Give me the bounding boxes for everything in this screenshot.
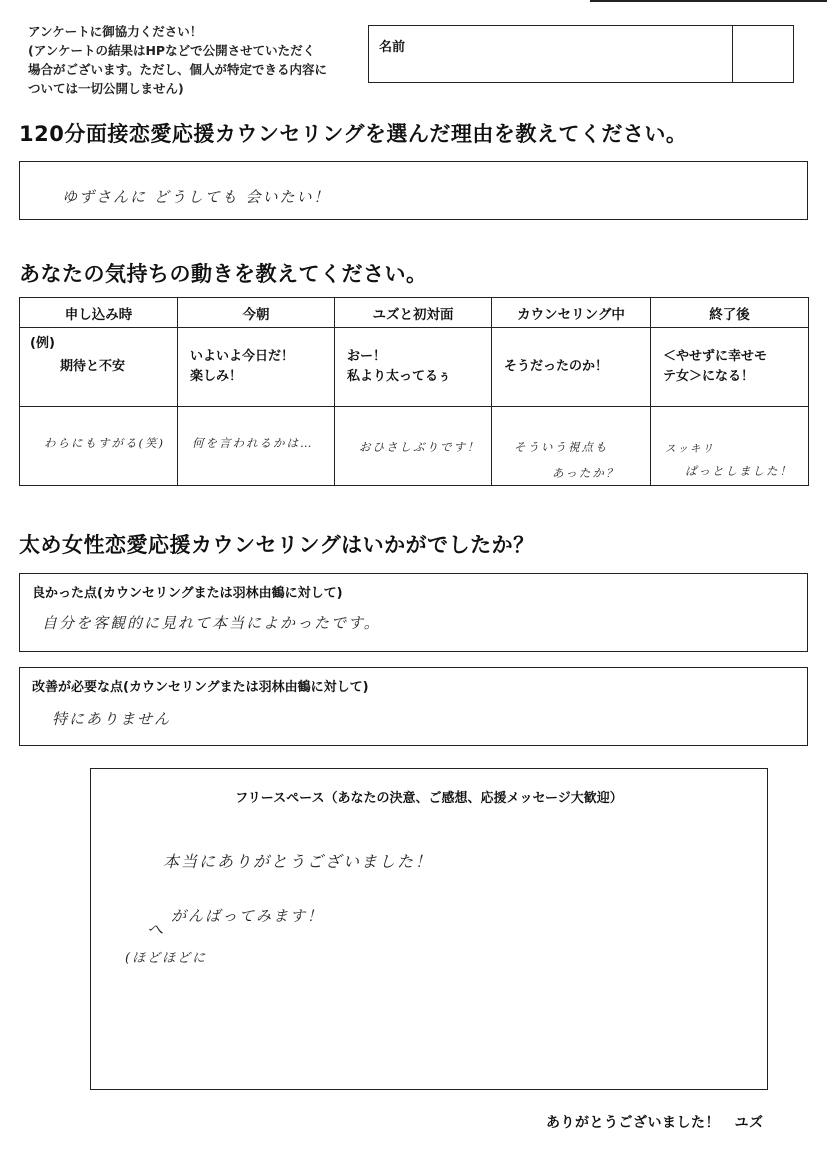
example-text: おー！ <box>347 349 387 364</box>
good-points-answer: 自分を客観的に見れて本当によかったです。 <box>42 614 381 632</box>
improvement-answer: 特にありません <box>52 710 172 728</box>
example-cell <box>20 328 178 407</box>
example-cell <box>335 328 492 407</box>
free-space-note: (ほどほどに <box>125 951 208 966</box>
example-row <box>20 328 809 407</box>
table-header-row <box>20 298 809 328</box>
free-space-box[interactable] <box>90 768 768 1090</box>
answer-cell[interactable] <box>335 407 492 486</box>
answer-cell[interactable] <box>178 407 335 486</box>
column-header: 申し込み時 <box>20 298 178 328</box>
answer-text: スッキリ <box>665 443 715 455</box>
intro-line: (アンケートの結果はHPなどで公開させていただく <box>28 43 316 58</box>
intro-text <box>28 22 358 98</box>
improvement-box[interactable] <box>19 667 808 746</box>
improvement-label: 改善が必要な点(カウンセリングまたは羽林由鶴に対して) <box>32 680 369 695</box>
example-text: いよいよ今日だ！ <box>190 349 295 364</box>
column-header: 終了後 <box>651 298 809 328</box>
answer-text: わらにもすがる(笑) <box>44 436 165 450</box>
free-space-line: がんばってみます！ <box>171 907 325 925</box>
answer-cell[interactable] <box>492 407 651 486</box>
answer-text: ぱっとしました！ <box>685 464 793 478</box>
q3-heading: 太め女性恋愛応援カウンセリングはいかがでしたか？ <box>19 533 535 557</box>
top-edge-line <box>590 0 827 2</box>
example-text: 期待と不安 <box>60 359 126 374</box>
answer-text: あったか？ <box>552 466 620 480</box>
column-header: ユズと初対面 <box>335 298 492 328</box>
q1-answer: ゆずさんに どうしても 会いたい！ <box>62 188 331 206</box>
name-label: 名前 <box>379 40 406 55</box>
example-text: 私より太ってるぅ <box>347 369 452 384</box>
feelings-table <box>19 297 809 486</box>
good-points-label: 良かった点(カウンセリングまたは羽林由鶴に対して) <box>32 586 343 601</box>
example-text: そうだったのか！ <box>504 359 609 374</box>
name-box-divider <box>732 26 733 82</box>
column-header: 今朝 <box>178 298 335 328</box>
q2-heading: あなたの気持ちの動きを教えてください。 <box>19 262 428 286</box>
name-field[interactable] <box>368 25 794 83</box>
answer-text: そういう視点も <box>514 440 609 454</box>
closing-thanks: ありがとうございました！ ユズ <box>546 1115 764 1131</box>
example-cell <box>178 328 335 407</box>
answer-text: おひさしぶりです！ <box>359 440 481 454</box>
example-text: ＜やせずに幸せモ <box>663 349 768 364</box>
q1-answer-box[interactable] <box>19 161 808 220</box>
answer-text: 何を言われるかは… <box>192 436 314 450</box>
intro-line: ついては一切公開しません) <box>28 81 184 96</box>
q1-heading: 120分面接恋愛応援カウンセリングを選んだ理由を教えてください。 <box>19 122 688 146</box>
intro-line: アンケートに御協力ください！ <box>28 24 203 39</box>
example-text: テ女＞になる！ <box>663 369 755 384</box>
answer-cell[interactable] <box>20 407 178 486</box>
free-space-line: 本当にありがとうございました！ <box>163 852 434 871</box>
answer-cell[interactable] <box>651 407 809 486</box>
insert-mark: へ <box>147 920 166 939</box>
answer-row <box>20 407 809 486</box>
good-points-box[interactable] <box>19 573 808 652</box>
example-cell <box>492 328 651 407</box>
intro-line: 場合がございます。ただし、個人が特定できる内容に <box>28 62 328 77</box>
example-text: 楽しみ！ <box>190 369 243 384</box>
column-header: カウンセリング中 <box>492 298 651 328</box>
free-space-title: フリースペース（あなたの決意、ご感想、応援メッセージ大歓迎） <box>235 791 623 806</box>
example-label: (例) <box>30 336 55 351</box>
example-cell <box>651 328 809 407</box>
